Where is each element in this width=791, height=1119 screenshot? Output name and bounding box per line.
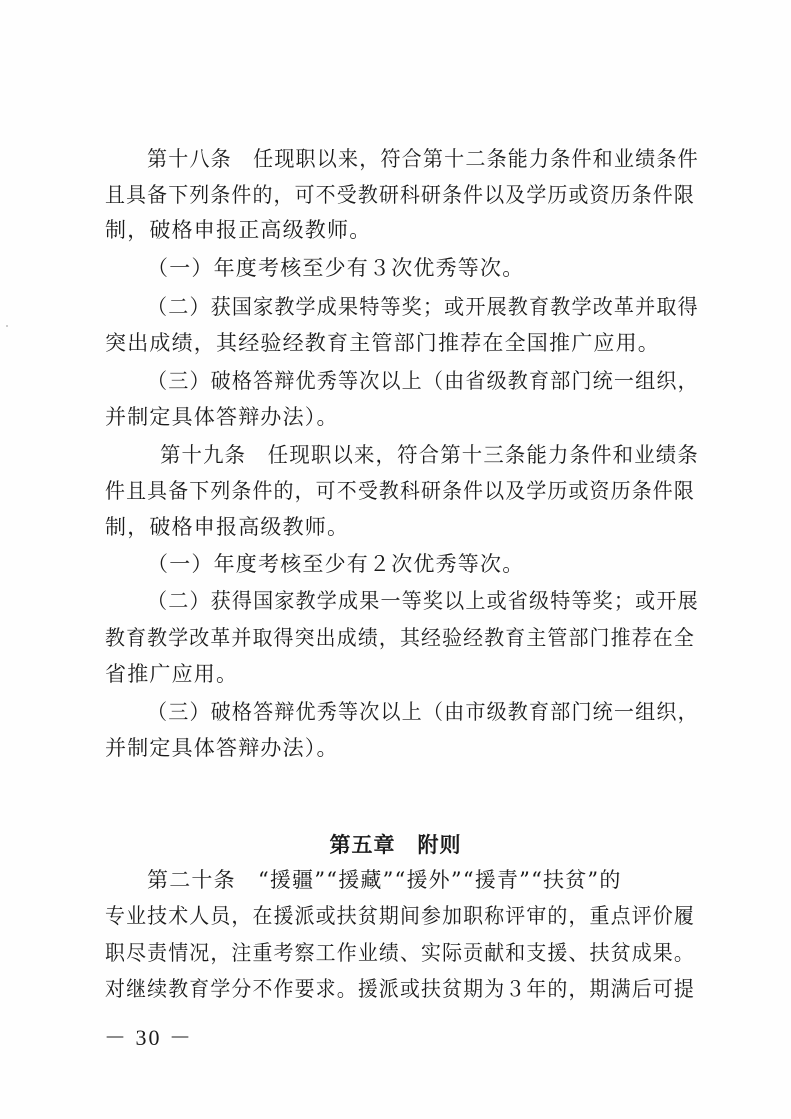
article-19-item-3-line-2: 并制定具体答辩办法）。 <box>105 736 339 760</box>
article-19-item-3-line-1: （三）破格答辩优秀等次以上（由市级教育部门统一组织， <box>147 700 699 724</box>
article-18-item-1: （一）年度考核至少有３次优秀等次。 <box>147 256 525 280</box>
article-19-line-3: 制，破格申报高级教师。 <box>105 515 350 539</box>
article-20-line-1: 第二十条 “援疆”“援藏”“援外”“援青”“扶贫”的 <box>147 868 622 892</box>
article-18-item-2-line-1: （二）获国家教学成果特等奖；或开展教育教学改革并取得 <box>147 295 699 319</box>
page-number: － 30 － <box>104 1025 194 1050</box>
article-19-item-2-line-1: （二）获得国家教学成果一等奖以上或省级特等奖；或开展 <box>147 589 699 613</box>
article-18-item-2-line-2: 突出成绩，其经验经教育主管部门推荐在全国推广应用。 <box>105 331 660 355</box>
scan-speck <box>6 325 8 327</box>
article-19-item-2-line-3: 省推广应用。 <box>105 662 239 686</box>
article-19-item-2-line-2: 教育教学改革并取得突出成绩，其经验经教育主管部门推荐在全 <box>105 626 695 650</box>
article-18-line-3: 制，破格申报正高级教师。 <box>105 218 372 242</box>
article-20-line-2: 专业技术人员，在援派或扶贫期间参加职称评审的，重点评价履 <box>105 904 695 928</box>
article-20-line-4: 对继续教育学分不作要求。援派或扶贫期为３年的，期满后可提 <box>105 977 695 1001</box>
chapter-heading: 第五章 附则 <box>329 833 462 857</box>
article-19-item-1: （一）年度考核至少有２次优秀等次。 <box>147 552 525 576</box>
article-18-line-1: 第十八条 任现职以来，符合第十二条能力条件和业绩条件 <box>147 147 699 171</box>
article-18-line-2: 且具备下列条件的，可不受教研科研条件以及学历或资历条件限 <box>105 183 695 207</box>
article-20-line-3: 职尽责情况，注重考察工作业绩、实际贡献和支援、扶贫成果。 <box>105 941 695 965</box>
article-19-line-2: 件且具备下列条件的，可不受教科研条件以及学历或资历条件限 <box>105 479 695 503</box>
article-19-line-1: 第十九条 任现职以来，符合第十三条能力条件和业绩条 <box>160 443 699 467</box>
article-18-item-3-line-1: （三）破格答辩优秀等次以上（由省级教育部门统一组织， <box>147 369 699 393</box>
article-18-item-3-line-2: 并制定具体答辩办法）。 <box>105 405 339 429</box>
